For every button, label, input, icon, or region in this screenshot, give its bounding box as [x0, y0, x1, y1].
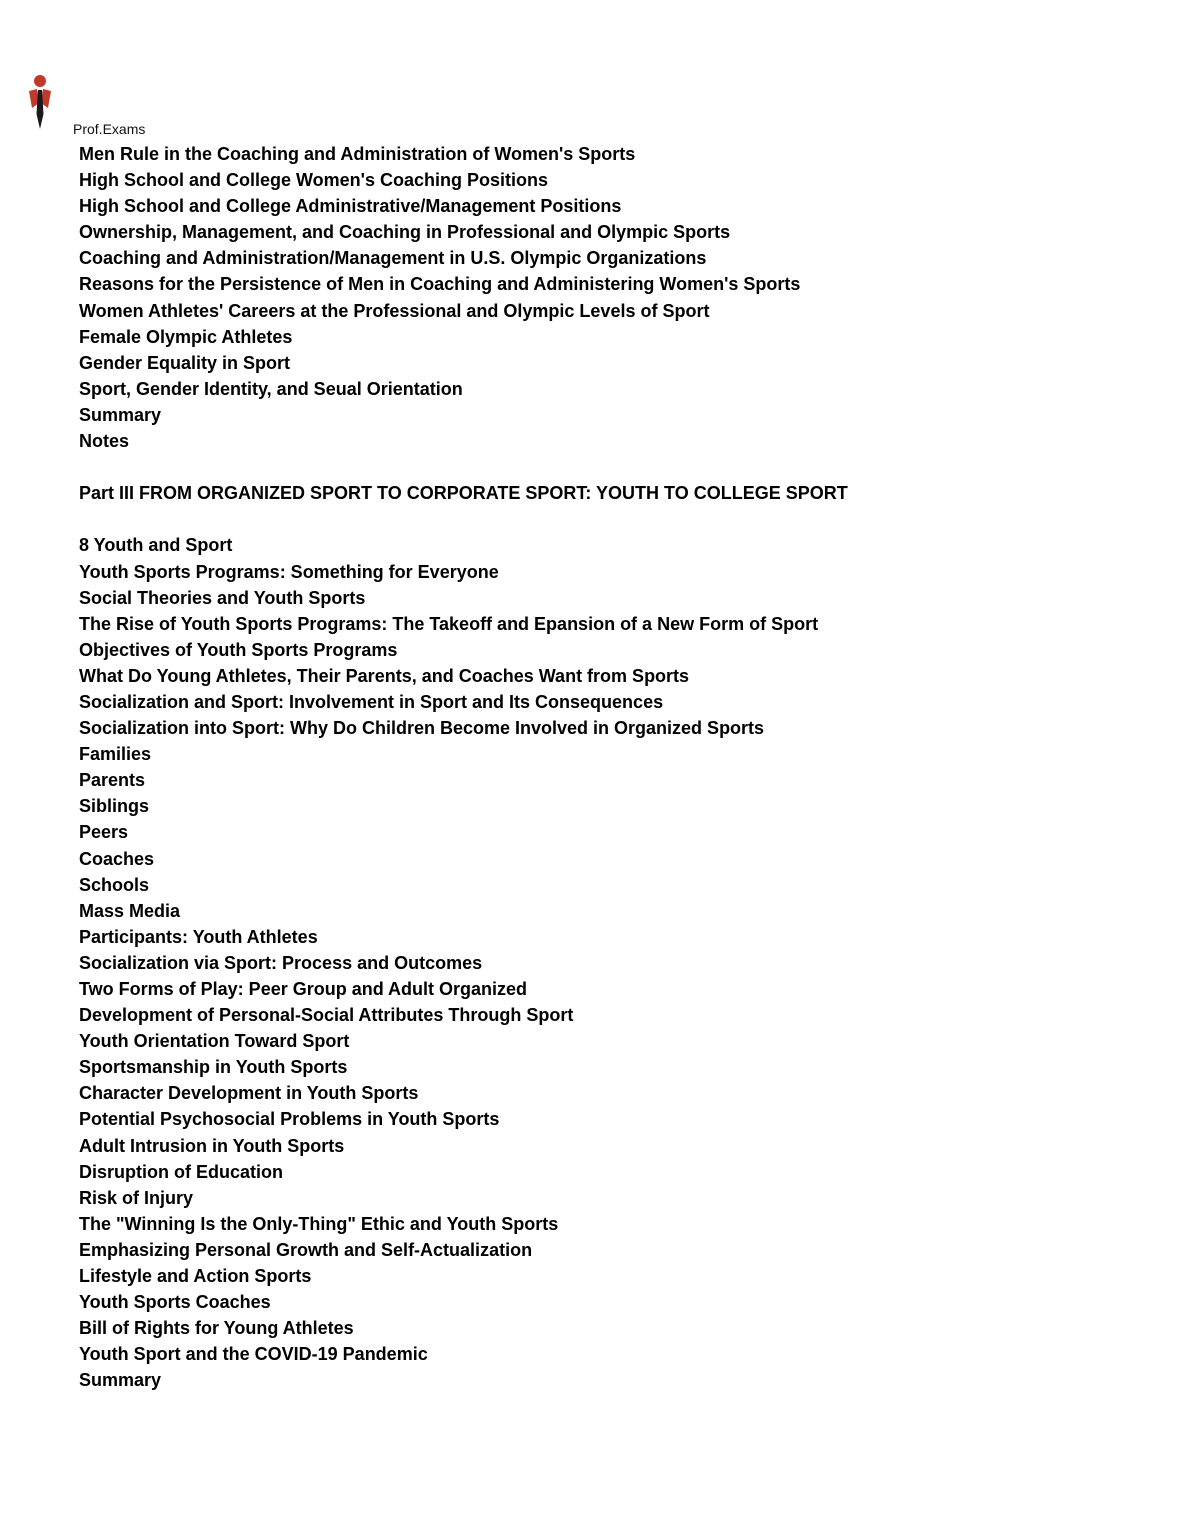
toc-entry: Reasons for the Persistence of Men in Coaching and Administering Women's Sports	[79, 274, 801, 295]
toc-entry: Men Rule in the Coaching and Administration of Women's Sports	[79, 144, 636, 164]
toc-entry: Parents	[79, 770, 146, 791]
toc-chapter-heading: 8 Youth and Sport	[79, 535, 233, 556]
toc-entry: Sport, Gender Identity, and Seual Orientation	[79, 378, 463, 399]
toc-entry: Summary	[79, 1370, 162, 1391]
toc-entry: Potential Psychosocial Problems in Youth Sports	[79, 1109, 500, 1130]
toc-entry: Notes	[79, 431, 130, 452]
toc-entry: Gender Equality in Sport	[79, 352, 291, 373]
table-of-contents	[79, 141, 848, 1394]
toc-entry: Development of Personal-Social Attributes Through Sport	[79, 1005, 574, 1026]
toc-entry: Disruption of Education	[79, 1161, 283, 1182]
toc-entry: Youth Orientation Toward Sport	[79, 1031, 350, 1052]
toc-entry: What Do Young Athletes, Their Parents, and Coaches Want from Sports	[79, 665, 690, 686]
toc-entry: Summary	[79, 404, 162, 425]
toc-entry: The Rise of Youth Sports Programs: The Takeoff and Epansion of a New Form of Sport	[79, 613, 819, 634]
toc-entry: Coaching and Administration/Management in U.S. Olympic Organizations	[79, 248, 707, 269]
toc-entry: Families	[79, 744, 152, 765]
toc-entry: High School and College Women's Coaching Positions	[79, 170, 548, 191]
toc-entry: Sportsmanship in Youth Sports	[79, 1057, 348, 1078]
toc-entry: Participants: Youth Athletes	[79, 926, 318, 947]
toc-entry: Female Olympic Athletes	[79, 326, 293, 347]
toc-entry: Peers	[79, 822, 129, 843]
logo-head	[34, 75, 46, 87]
toc-entry: Siblings	[79, 796, 150, 817]
toc-entry: Women Athletes' Careers at the Professional and Olympic Levels of Sport	[79, 300, 710, 321]
toc-entry: Socialization and Sport: Involvement in Sport and Its Consequences	[79, 691, 664, 712]
toc-entry: Emphasizing Personal Growth and Self-Actualization	[79, 1239, 533, 1260]
toc-entry: The "Winning Is the Only-Thing" Ethic and Youth Sports	[79, 1213, 559, 1234]
toc-spacer	[79, 454, 848, 480]
toc-entry: Risk of Injury	[79, 1187, 194, 1208]
toc-entry: Bill of Rights for Young Athletes	[79, 1318, 354, 1339]
toc-entry: Character Development in Youth Sports	[79, 1083, 419, 1104]
toc-entry: Two Forms of Play: Peer Group and Adult Organized	[79, 979, 528, 999]
toc-entry: Lifestyle and Action Sports	[79, 1266, 312, 1287]
toc-entry: Youth Sports Programs: Something for Everyone	[79, 561, 499, 582]
toc-entry: Mass Media	[79, 900, 181, 921]
toc-entry: Social Theories and Youth Sports	[79, 587, 366, 608]
toc-entry: High School and College Administrative/Management Positions	[79, 196, 622, 217]
toc-entry: Socialization into Sport: Why Do Children Become Involved in Organized Sports	[79, 718, 765, 739]
toc-entry: Coaches	[79, 848, 155, 869]
toc-spacer	[79, 506, 848, 532]
brand-name: Prof.Exams	[73, 121, 146, 137]
profexams-logo-icon	[26, 74, 58, 130]
toc-entry: Schools	[79, 874, 150, 895]
toc-entry: Ownership, Management, and Coaching in Professional and Olympic Sports	[79, 222, 731, 243]
toc-entry: Socialization via Sport: Process and Outcomes	[79, 952, 483, 973]
toc-entry: Adult Intrusion in Youth Sports	[79, 1135, 345, 1156]
toc-entry: Youth Sport and the COVID-19 Pandemic	[79, 1344, 428, 1365]
toc-entry: Youth Sports Coaches	[79, 1292, 271, 1313]
toc-part-heading: Part III FROM ORGANIZED SPORT TO CORPORATE SPORT: YOUTH TO COLLEGE SPORT	[79, 483, 848, 504]
toc-entry: Objectives of Youth Sports Programs	[79, 639, 398, 660]
